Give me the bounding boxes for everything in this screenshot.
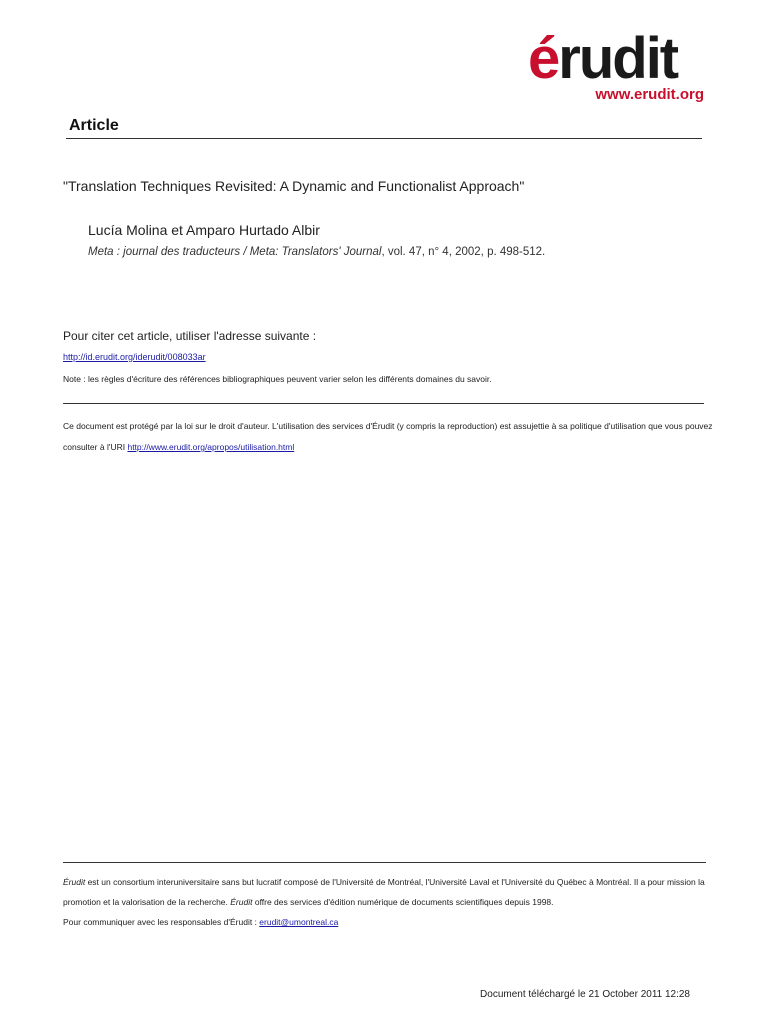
contact-email-link[interactable]: erudit@umontreal.ca: [259, 917, 339, 927]
copyright-notice: [63, 416, 713, 458]
download-timestamp: Document téléchargé le 21 October 2011 12:28: [480, 989, 690, 1000]
erudit-logo: [528, 28, 710, 110]
copyright-divider: [63, 403, 704, 404]
article-label: Article: [69, 117, 119, 134]
article-authors: Lucía Molina et Amparo Hurtado Albir: [88, 222, 320, 238]
logo-wordmark: [528, 28, 677, 90]
citation-details: , vol. 47, n° 4, 2002, p. 498-512.: [381, 246, 546, 258]
cite-url-link[interactable]: http://id.erudit.org/iderudit/008033ar: [63, 352, 206, 362]
header-divider: [66, 138, 702, 139]
consortium-text-2: offre des services d'édition numérique de documents scientifiques depuis 1998.: [252, 897, 554, 907]
usage-policy-link[interactable]: http://www.erudit.org/apropos/utilisation.html: [127, 442, 295, 452]
article-citation: [88, 246, 545, 258]
footer-divider: [63, 862, 706, 863]
logo-url: www.erudit.org: [595, 86, 704, 103]
copyright-text: Ce document est protégé par la loi sur le droit d'auteur. L'utilisation des services d'Érudit (y compris la reproduction) est assujettie à sa politique d'utilisation que vous pouvez consulter à l'URI: [63, 421, 713, 452]
contact-text: Pour communiquer avec les responsables d'Érudit :: [63, 917, 260, 927]
consortium-text-1: est un consortium interuniversitaire sans but lucratif composé de l'Université de Montréal, l'Université Laval et l'Université du Québec à Montréal. Il a pour mission la promotion et la valorisation de la recherche.: [63, 877, 705, 907]
consortium-name: Érudit: [63, 877, 86, 887]
cite-intro: Pour citer cet article, utiliser l'adresse suivante :: [63, 329, 317, 343]
journal-name: Meta : journal des traducteurs / Meta: Translators' Journal: [88, 246, 382, 258]
consortium-name-2: Érudit: [230, 897, 253, 907]
logo-word-rest: rudit: [558, 26, 678, 91]
consortium-info: [63, 872, 713, 932]
cite-note: Note : les règles d'écriture des références bibliographiques peuvent varier selon les différents domaines du savoir.: [63, 374, 492, 384]
article-title: "Translation Techniques Revisited: A Dynamic and Functionalist Approach": [63, 178, 525, 194]
logo-accent-letter: é: [528, 26, 559, 91]
